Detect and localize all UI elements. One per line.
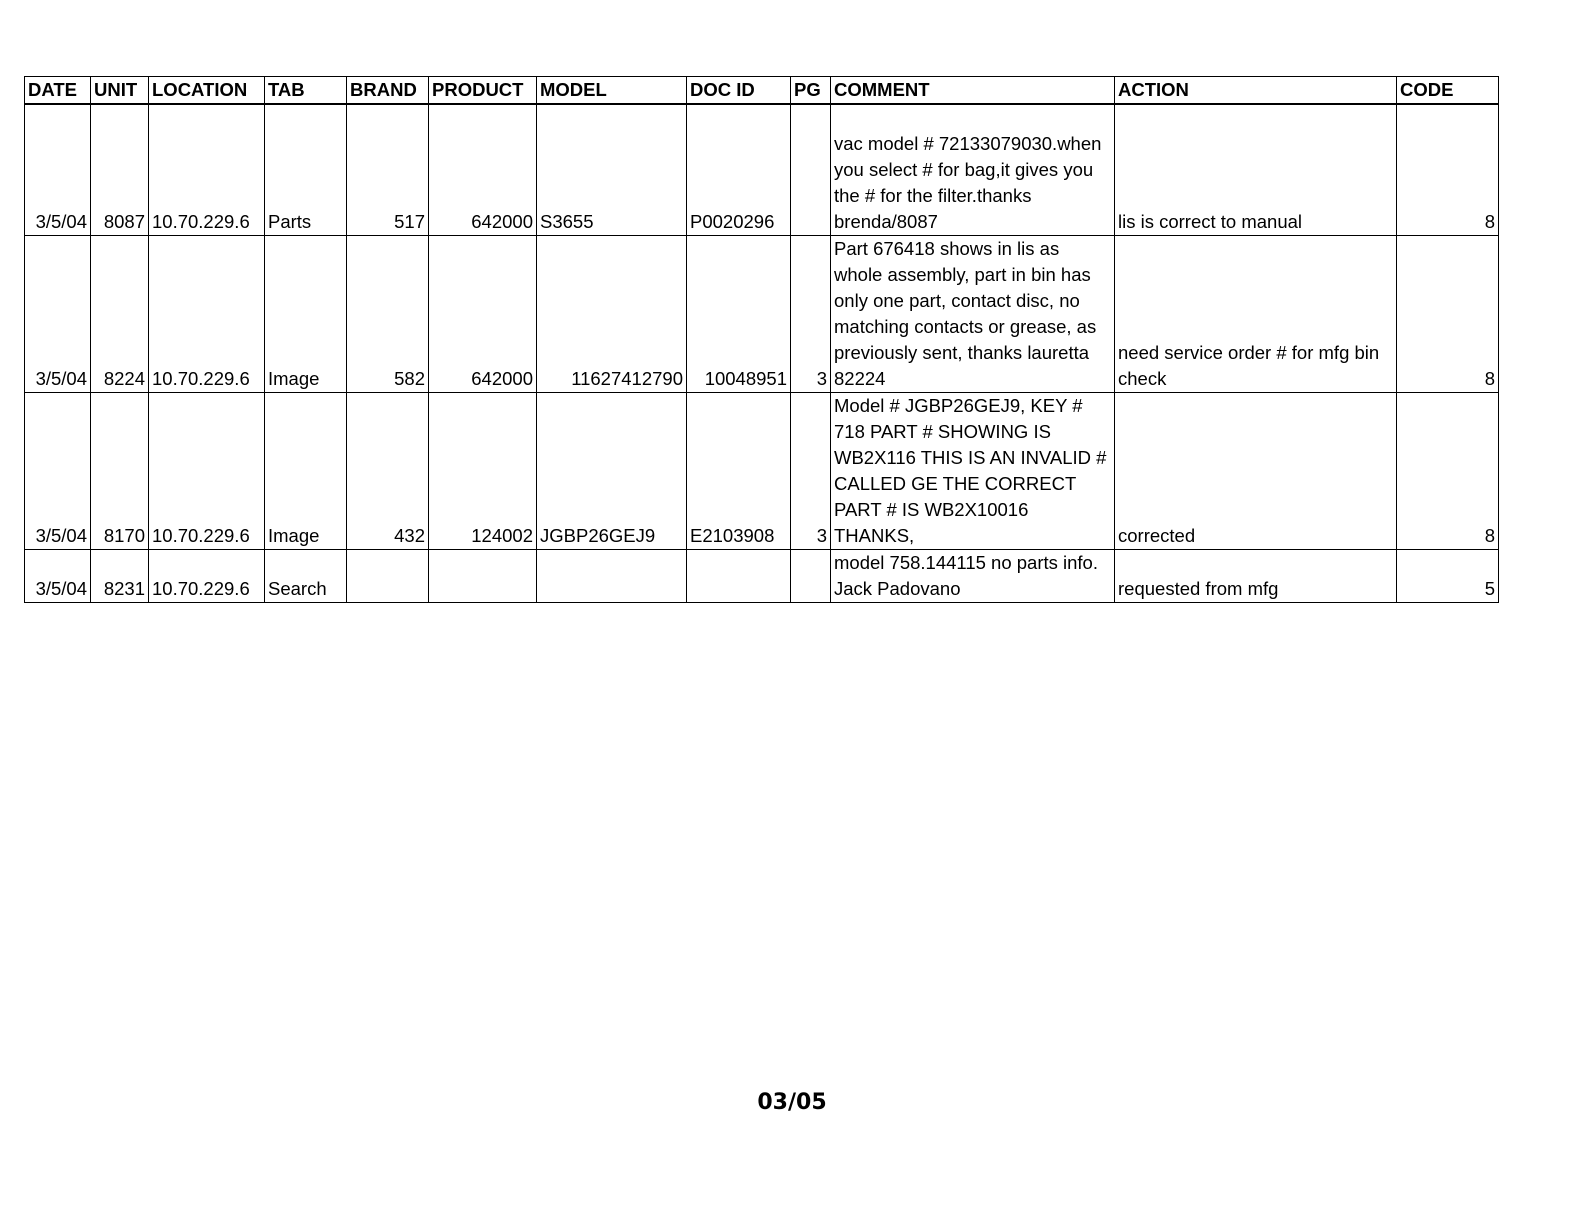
cell-comment: Part 676418 shows in lis as whole assembly, part in bin has only one part, contact disc, no matching contacts or grease, as previously sent, thanks lauretta 82224 (831, 236, 1115, 393)
cell-doc-id (687, 550, 791, 603)
cell-tab: Search (265, 550, 347, 603)
cell-pg (791, 550, 831, 603)
cell-code: 5 (1397, 550, 1499, 603)
header-action: ACTION (1115, 77, 1397, 105)
table-row (25, 550, 1499, 603)
cell-date: 3/5/04 (25, 104, 91, 236)
cell-model (537, 550, 687, 603)
cell-model: 11627412790 (537, 236, 687, 393)
cell-brand: 517 (347, 104, 429, 236)
cell-pg: 3 (791, 236, 831, 393)
cell-action: need service order # for mfg bin check (1115, 236, 1397, 393)
cell-action: lis is correct to manual (1115, 104, 1397, 236)
cell-date: 3/5/04 (25, 236, 91, 393)
cell-tab: Image (265, 393, 347, 550)
cell-model: JGBP26GEJ9 (537, 393, 687, 550)
cell-brand (347, 550, 429, 603)
header-product: PRODUCT (429, 77, 537, 105)
header-code: CODE (1397, 77, 1499, 105)
cell-pg: 3 (791, 393, 831, 550)
table-row (25, 393, 1499, 550)
table-row (25, 236, 1499, 393)
header-date: DATE (25, 77, 91, 105)
cell-brand: 432 (347, 393, 429, 550)
cell-code: 8 (1397, 393, 1499, 550)
cell-pg (791, 104, 831, 236)
cell-location: 10.70.229.6 (149, 236, 265, 393)
cell-location: 10.70.229.6 (149, 550, 265, 603)
cell-product: 642000 (429, 104, 537, 236)
cell-unit: 8087 (91, 104, 149, 236)
header-comment: COMMENT (831, 77, 1115, 105)
header-brand: BRAND (347, 77, 429, 105)
cell-code: 8 (1397, 104, 1499, 236)
header-doc-id: DOC ID (687, 77, 791, 105)
cell-action: requested from mfg (1115, 550, 1397, 603)
cell-product: 642000 (429, 236, 537, 393)
header-tab: TAB (265, 77, 347, 105)
cell-tab: Parts (265, 104, 347, 236)
cell-tab: Image (265, 236, 347, 393)
cell-date: 3/5/04 (25, 550, 91, 603)
cell-unit: 8231 (91, 550, 149, 603)
cell-model: S3655 (537, 104, 687, 236)
header-model: MODEL (537, 77, 687, 105)
cell-location: 10.70.229.6 (149, 393, 265, 550)
header-unit: UNIT (91, 77, 149, 105)
table-row (25, 104, 1499, 236)
cell-unit: 8170 (91, 393, 149, 550)
cell-comment: vac model # 72133079030.when you select # for bag,it gives you the # for the filter.thanks brenda/8087 (831, 104, 1115, 236)
cell-doc-id: E2103908 (687, 393, 791, 550)
header-row (25, 77, 1499, 105)
header-location: LOCATION (149, 77, 265, 105)
cell-action: corrected (1115, 393, 1397, 550)
cell-comment: model 758.144115 no parts info. Jack Padovano (831, 550, 1115, 603)
cell-doc-id: P0020296 (687, 104, 791, 236)
cell-doc-id: 10048951 (687, 236, 791, 393)
cell-code: 8 (1397, 236, 1499, 393)
cell-product (429, 550, 537, 603)
cell-location: 10.70.229.6 (149, 104, 265, 236)
header-pg: PG (791, 77, 831, 105)
cell-date: 3/5/04 (25, 393, 91, 550)
page-number: 03/05 (757, 1090, 827, 1115)
cell-product: 124002 (429, 393, 537, 550)
cell-brand: 582 (347, 236, 429, 393)
cell-comment: Model # JGBP26GEJ9, KEY # 718 PART # SHOWING IS WB2X116 THIS IS AN INVALID # CALLED GE THE CORRECT PART # IS WB2X10016 THANKS, (831, 393, 1115, 550)
cell-unit: 8224 (91, 236, 149, 393)
comments-table (24, 76, 1499, 603)
